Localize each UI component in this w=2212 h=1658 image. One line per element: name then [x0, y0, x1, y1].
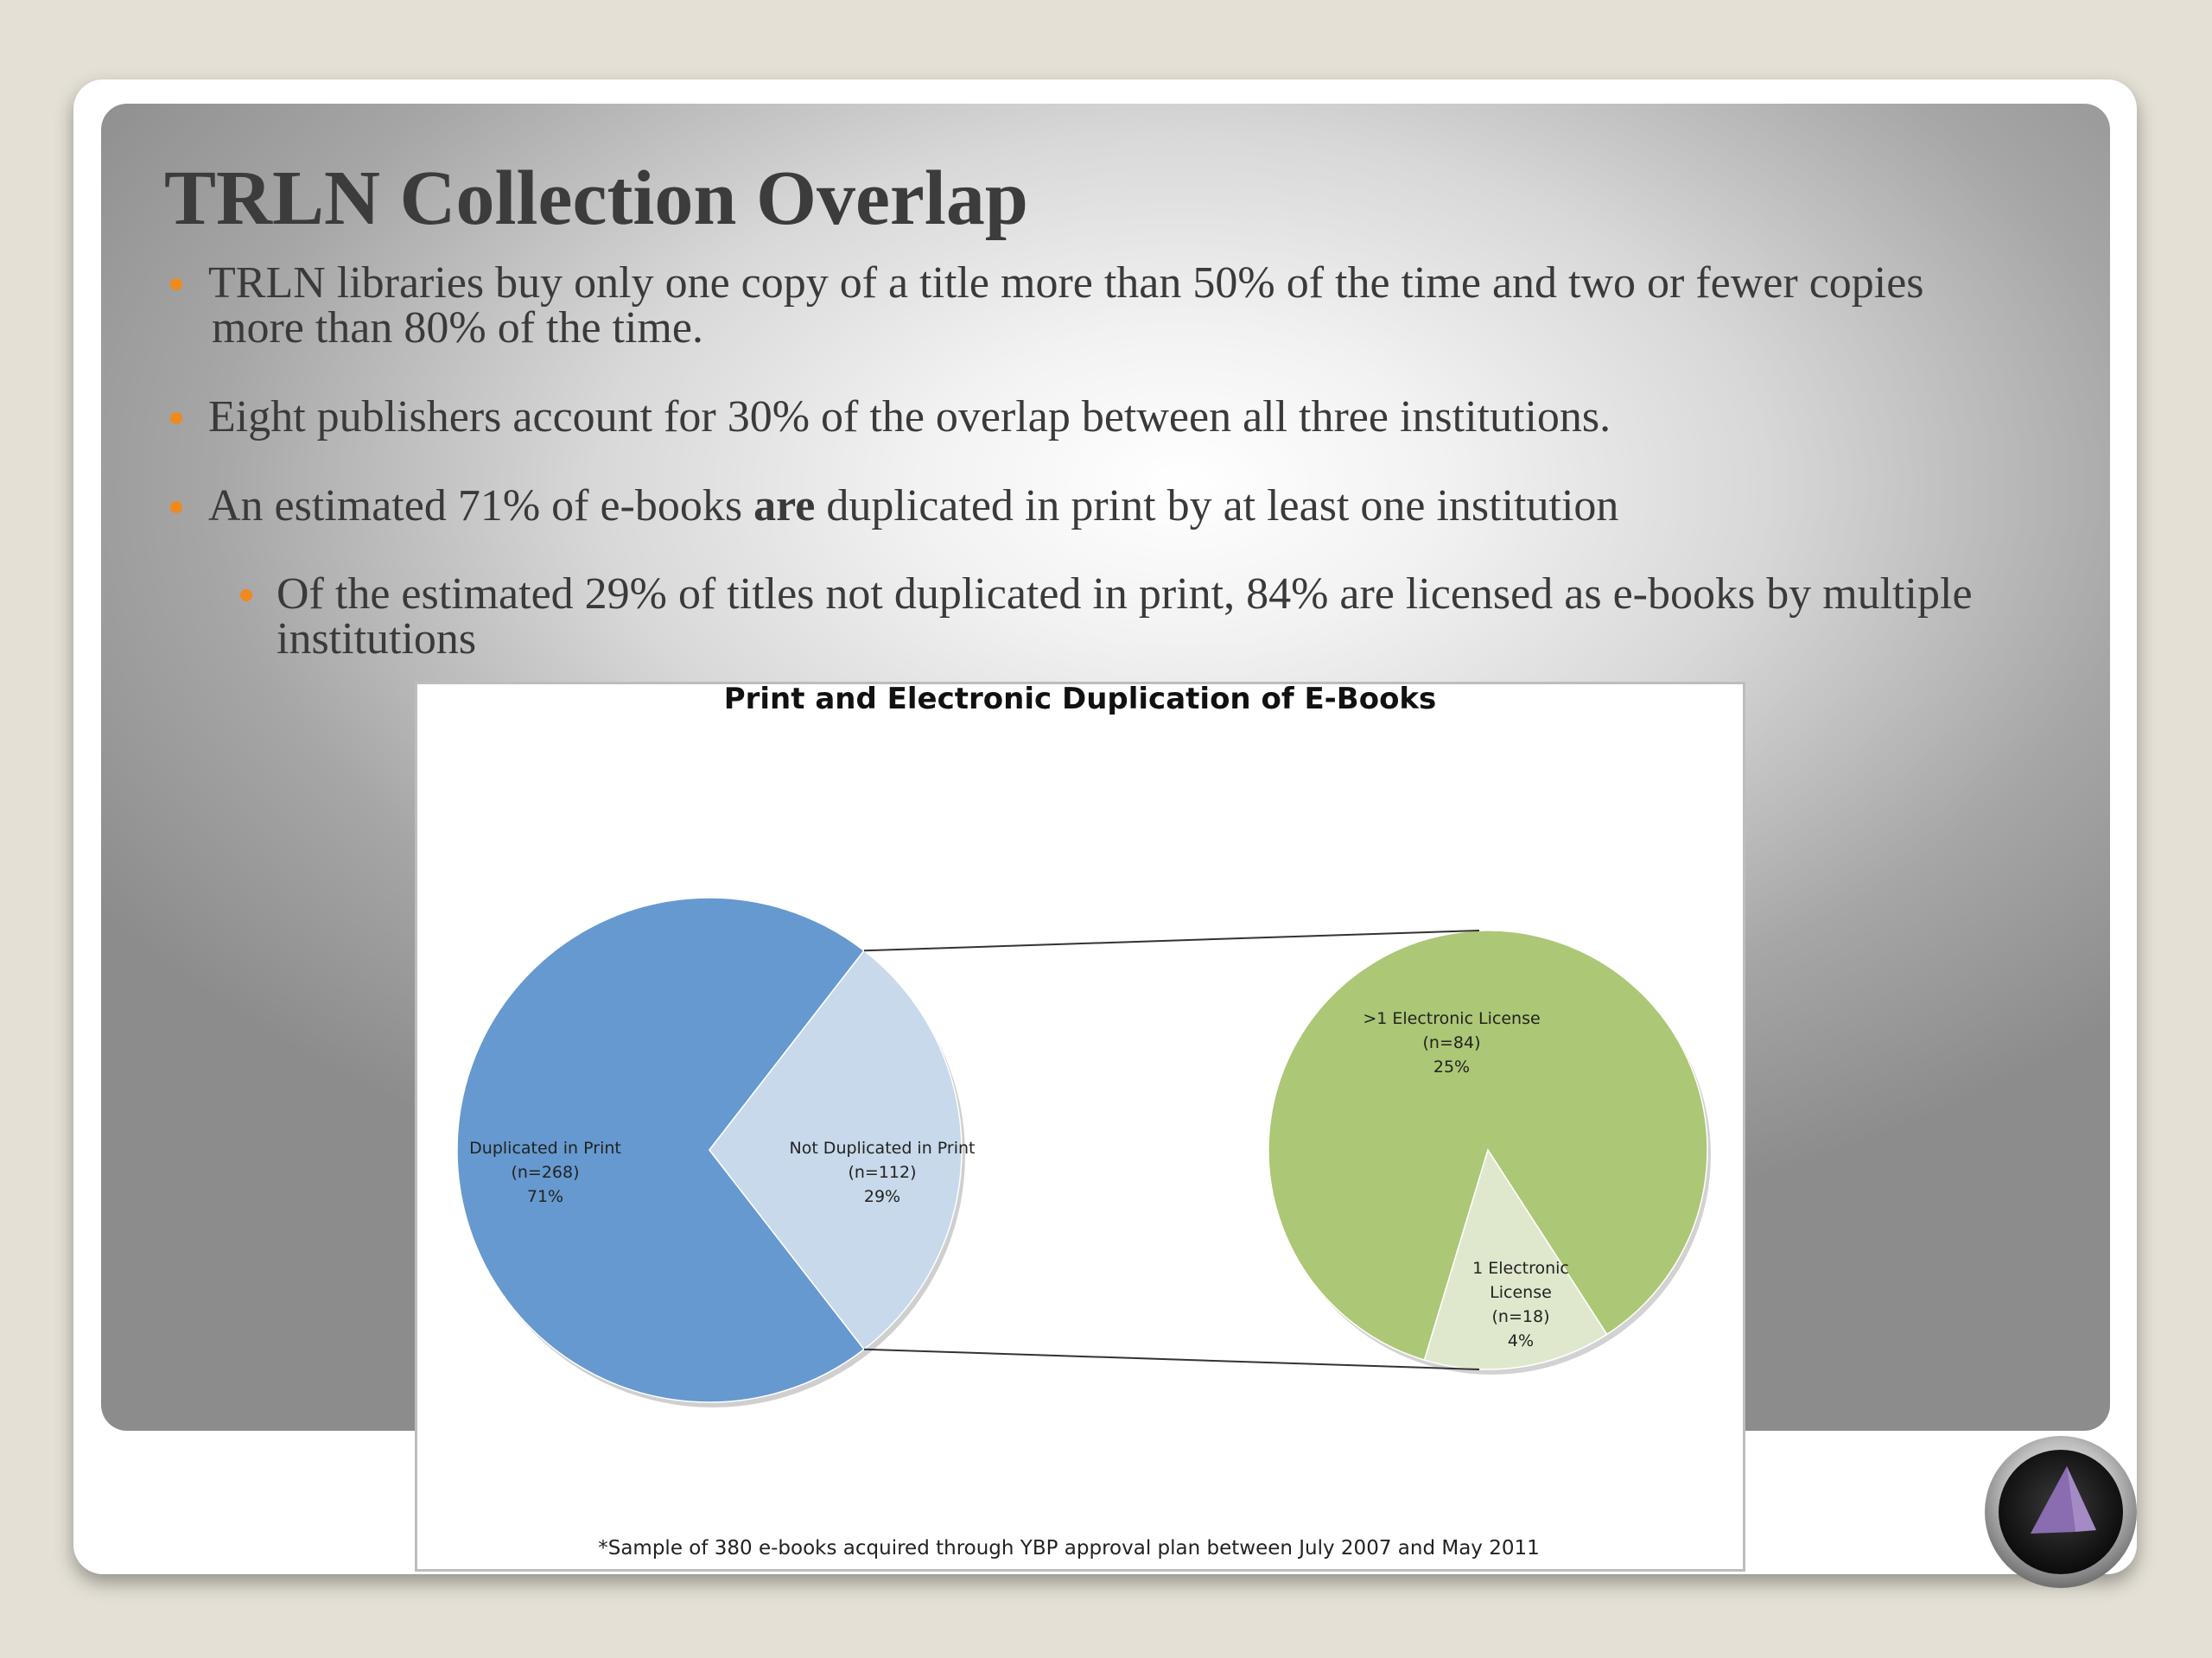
pie-of-pie-chart: [417, 684, 1743, 1569]
data-label-not-duplicated-in-print-name: Not Duplicated in Print: [789, 1139, 976, 1158]
data-label-one-license-name: 1 Electronic: [1472, 1259, 1569, 1278]
connector-line-top: [864, 931, 1479, 950]
bullet-text: Eight publishers account for 30% of the overlap between all three institutions.: [208, 392, 1611, 441]
slide-title: TRLN Collection Overlap: [164, 156, 1028, 241]
bullet-item: [208, 481, 2075, 530]
chart-container: [415, 682, 1745, 1572]
chart-footnote: *Sample of 380 e-books acquired through YBP approval plan between July 2007 and May 2011: [598, 1537, 1540, 1560]
data-label-duplicated-in-print-percent: 71%: [526, 1187, 564, 1206]
data-label-more-than-one-license-percent: 25%: [1433, 1058, 1471, 1077]
bullet-item: [208, 258, 2075, 353]
data-label-one-license-count: (n=18): [1491, 1307, 1550, 1326]
play-triangle-icon: [1979, 1430, 2143, 1594]
data-label-one-license-percent: 4%: [1507, 1331, 1535, 1350]
data-label-more-than-one-license-count: (n=84): [1422, 1033, 1481, 1052]
bullet-dot-icon: [170, 412, 182, 424]
data-label-one-license-name-continued: License: [1490, 1283, 1552, 1302]
bullet-text-post: duplicated in print by at least one institution: [815, 481, 1619, 530]
chart-title: Print and Electronic Duplication of E-Books: [723, 684, 1437, 716]
bullet-text: Of the estimated 29% of titles not duplicated in print, 84% are licensed as e-books by multiple institutions: [276, 569, 1973, 664]
bullet-text-continued: more than 80% of the time.: [212, 303, 703, 353]
data-label-duplicated-in-print-name: Duplicated in Print: [469, 1139, 621, 1158]
bullet-text: TRLN libraries buy only one copy of a title more than 50% of the time and two or fewer copies: [208, 258, 1924, 308]
next-slide-button[interactable]: [1979, 1430, 2143, 1594]
connector-line-bottom: [864, 1350, 1479, 1369]
bullet-item: [208, 392, 2075, 441]
data-label-not-duplicated-in-print-count: (n=112): [848, 1163, 917, 1182]
bullet-dot-icon: [170, 278, 182, 290]
sub-bullet-item: [276, 569, 2056, 664]
data-label-duplicated-in-print-count: (n=268): [511, 1163, 580, 1182]
bullet-dot-icon: [240, 589, 252, 601]
bullet-dot-icon: [170, 501, 182, 513]
bullet-text-bold: are: [753, 481, 816, 530]
bullet-text-pre: An estimated 71% of e-books: [208, 481, 754, 530]
data-label-not-duplicated-in-print-percent: 29%: [863, 1187, 901, 1206]
data-label-more-than-one-license-name: >1 Electronic License: [1363, 1009, 1541, 1028]
